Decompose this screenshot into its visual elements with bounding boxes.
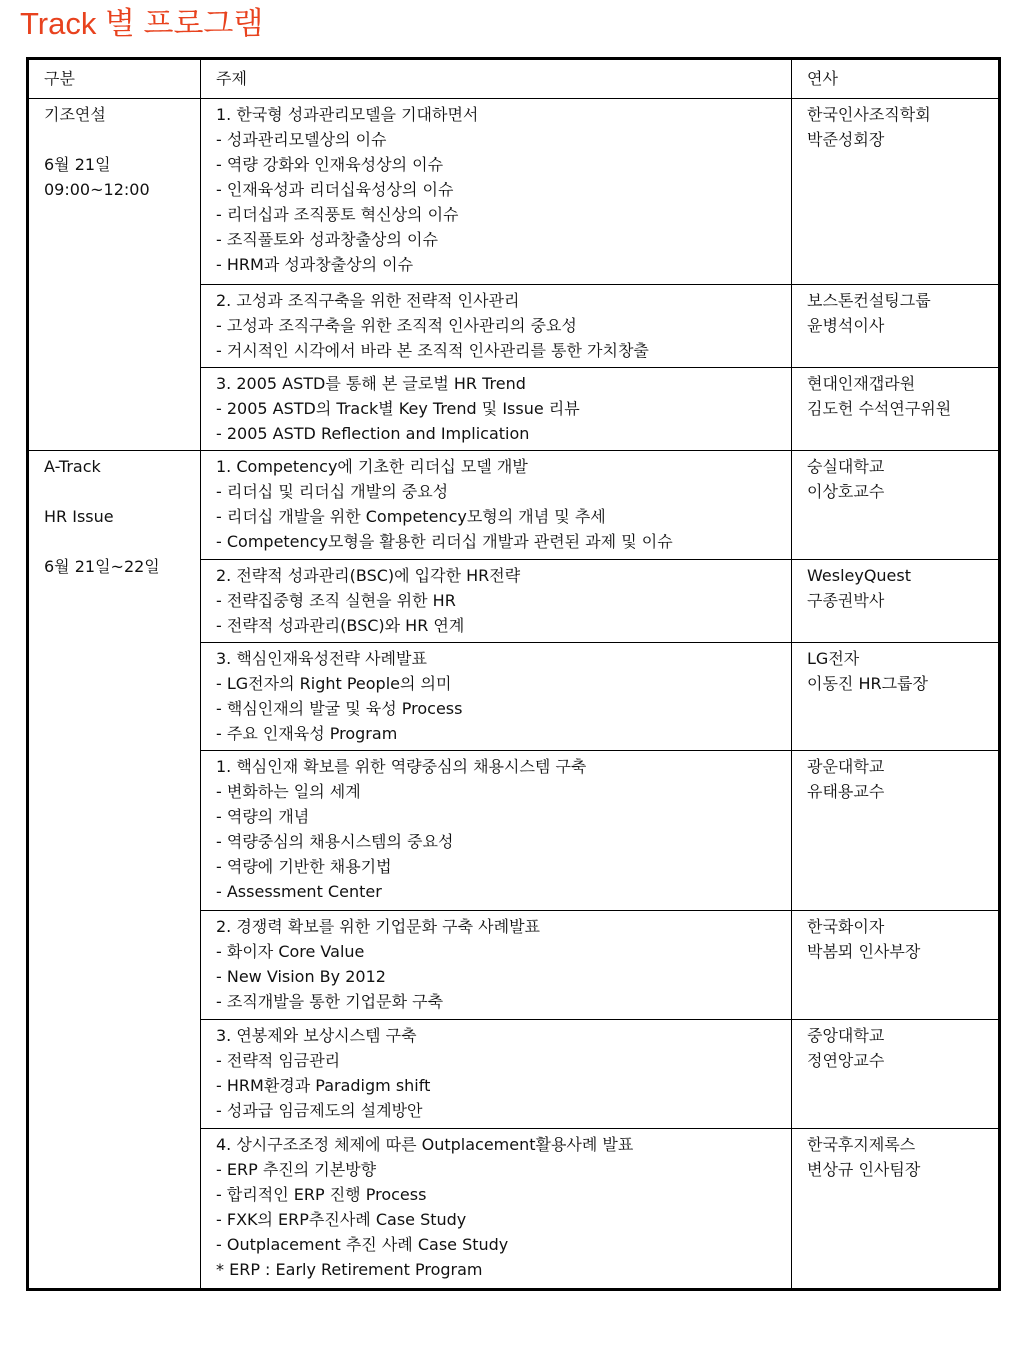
topic-line: - LG전자의 Right People의 의미 <box>216 673 452 693</box>
topic-line: - 역량에 기반한 채용기법 <box>216 857 392 877</box>
speaker-cell <box>792 367 1000 450</box>
topic-cell <box>201 559 792 642</box>
topic-line: - 전략집중형 조직 실현을 위한 HR <box>216 590 456 610</box>
speaker-line: 변상규 인사팀장 <box>807 1159 921 1179</box>
header-speaker: 연사 <box>792 59 1000 99</box>
topic-cell <box>201 1020 792 1129</box>
speaker-line: 김도헌 수석연구위원 <box>807 398 952 418</box>
speaker-line: 이상호교수 <box>807 481 885 501</box>
speaker-line: 한국인사조직학회 <box>807 105 931 124</box>
speaker-cell <box>792 1128 1000 1289</box>
speaker-line: 유태용교수 <box>807 782 885 802</box>
topic-line: - Outplacement 추진 사례 Case Study <box>216 1234 509 1254</box>
topic-line: - FXK의 ERP추진사례 Case Study <box>216 1209 467 1229</box>
category-line: 09:00~12:00 <box>44 180 150 199</box>
speaker-line: 정연앙교수 <box>807 1051 885 1071</box>
category-line: 6월 21일~22일 <box>44 556 160 576</box>
program-table <box>26 57 1001 1291</box>
topic-cell <box>201 751 792 911</box>
topic-line: - 인재육성과 리더십육성상의 이슈 <box>216 180 454 199</box>
speaker-line: 이동진 HR그룹장 <box>807 673 928 693</box>
topic-line: 2. 고성과 조직구축을 위한 전략적 인사관리 <box>216 290 520 310</box>
program-table-body <box>28 59 1000 1290</box>
speaker-line: 박준성회장 <box>807 130 885 149</box>
topic-line: * ERP : Early Retirement Program <box>216 1259 483 1279</box>
speaker-cell <box>792 284 1000 367</box>
category-line: 6월 21일 <box>44 155 111 174</box>
topic-line: - 역량중심의 채용시스템의 중요성 <box>216 832 454 852</box>
speaker-line: LG전자 <box>807 648 860 668</box>
topic-line: - 변화하는 일의 세계 <box>216 782 361 802</box>
category-line: A-Track <box>44 456 101 476</box>
topic-cell <box>201 99 792 285</box>
topic-line: 4. 상시구조조정 체제에 따른 Outplacement활용사례 발표 <box>216 1134 634 1154</box>
topic-line: 3. 연봉제와 보상시스템 구축 <box>216 1026 417 1046</box>
topic-line: - ERP 추진의 기본방향 <box>216 1159 377 1179</box>
topic-line: - 전략적 성과관리(BSC)와 HR 연계 <box>216 615 465 635</box>
topic-line: - 거시적인 시각에서 바라 본 조직적 인사관리를 통한 가치창출 <box>216 340 649 360</box>
topic-line: - 역량 강화와 인재육성상의 이슈 <box>216 155 444 174</box>
speaker-line: 중앙대학교 <box>807 1026 885 1046</box>
topic-cell <box>201 284 792 367</box>
topic-line: - 조직개발을 통한 기업문화 구축 <box>216 992 444 1012</box>
category-spacer <box>44 479 198 504</box>
topic-line: - 리더십 및 리더십 개발의 중요성 <box>216 481 449 501</box>
speaker-line: 한국후지제록스 <box>807 1134 916 1154</box>
speaker-cell <box>792 1020 1000 1129</box>
table-row <box>28 99 1000 285</box>
speaker-cell <box>792 751 1000 911</box>
category-spacer <box>44 127 198 152</box>
topic-cell <box>201 642 792 751</box>
topic-line: - HRM과 성과창출상의 이슈 <box>216 255 414 274</box>
topic-line: 2. 경쟁력 확보를 위한 기업문화 구축 사례발표 <box>216 917 540 937</box>
speaker-line: 광운대학교 <box>807 757 885 777</box>
speaker-cell <box>792 559 1000 642</box>
topic-cell <box>201 450 792 559</box>
speaker-cell <box>792 642 1000 751</box>
speaker-line: 윤병석이사 <box>807 315 885 335</box>
topic-line: - 2005 ASTD의 Track별 Key Trend 및 Issue 리뷰 <box>216 398 580 418</box>
topic-line: - Assessment Center <box>216 882 382 902</box>
topic-line: - 리더십 개발을 위한 Competency모형의 개념 및 추세 <box>216 506 606 526</box>
topic-line: - 역량의 개념 <box>216 807 310 827</box>
topic-line: - 조직풀토와 성과창출상의 이슈 <box>216 230 438 249</box>
topic-line: - 성과관리모델상의 이슈 <box>216 130 387 149</box>
topic-line: 1. Competency에 기초한 리더십 모델 개발 <box>216 456 528 476</box>
topic-line: - 성과급 임금제도의 설계방안 <box>216 1101 423 1121</box>
topic-cell <box>201 367 792 450</box>
page-title: Track 별 프로그램 <box>20 6 264 41</box>
topic-line: 3. 핵심인재육성전략 사례발표 <box>216 648 427 668</box>
speaker-cell <box>792 99 1000 285</box>
header-topic: 주제 <box>201 59 792 99</box>
topic-line: - 주요 인재육성 Program <box>216 723 398 743</box>
topic-line: 1. 한국형 성과관리모델을 기대하면서 <box>216 105 479 124</box>
category-spacer <box>44 529 198 554</box>
category-cell <box>28 450 201 1289</box>
category-line: 기조연설 <box>44 105 106 124</box>
topic-line: 3. 2005 ASTD를 통해 본 글로벌 HR Trend <box>216 373 526 393</box>
topic-line: - 핵심인재의 발굴 및 육성 Process <box>216 698 463 718</box>
topic-line: 2. 전략적 성과관리(BSC)에 입각한 HR전략 <box>216 565 521 585</box>
speaker-cell <box>792 911 1000 1020</box>
speaker-line: WesleyQuest <box>807 565 912 585</box>
topic-line: - 합리적인 ERP 진행 Process <box>216 1184 427 1204</box>
speaker-line: 숭실대학교 <box>807 456 885 476</box>
speaker-line: 보스톤컨설팅그룹 <box>807 290 931 310</box>
topic-line: - Competency모형을 활용한 리더십 개발과 관련된 과제 및 이슈 <box>216 531 673 551</box>
speaker-cell <box>792 450 1000 559</box>
speaker-line: 현대인재갭라원 <box>807 373 916 393</box>
topic-line: 1. 핵심인재 확보를 위한 역량중심의 채용시스템 구축 <box>216 757 587 777</box>
topic-line: - HRM환경과 Paradigm shift <box>216 1076 431 1096</box>
header-category: 구분 <box>28 59 201 99</box>
category-cell <box>28 99 201 451</box>
topic-line: - 전략적 임금관리 <box>216 1051 341 1071</box>
topic-line: - New Vision By 2012 <box>216 967 386 987</box>
topic-line: - 리더십과 조직풍토 혁신상의 이슈 <box>216 205 459 224</box>
topic-line: - 고성과 조직구축을 위한 조직적 인사관리의 중요성 <box>216 315 577 335</box>
speaker-line: 한국화이자 <box>807 917 885 937</box>
topic-cell <box>201 1128 792 1289</box>
category-line: HR Issue <box>44 506 114 526</box>
speaker-line: 구종권박사 <box>807 590 885 610</box>
program-table-container <box>26 57 998 1291</box>
topic-line: - 2005 ASTD Reflection and Implication <box>216 423 530 443</box>
table-header-row <box>28 59 1000 99</box>
topic-line: - 화이자 Core Value <box>216 942 365 962</box>
table-row <box>28 450 1000 559</box>
topic-cell <box>201 911 792 1020</box>
speaker-line: 박봄뫼 인사부장 <box>807 942 921 962</box>
